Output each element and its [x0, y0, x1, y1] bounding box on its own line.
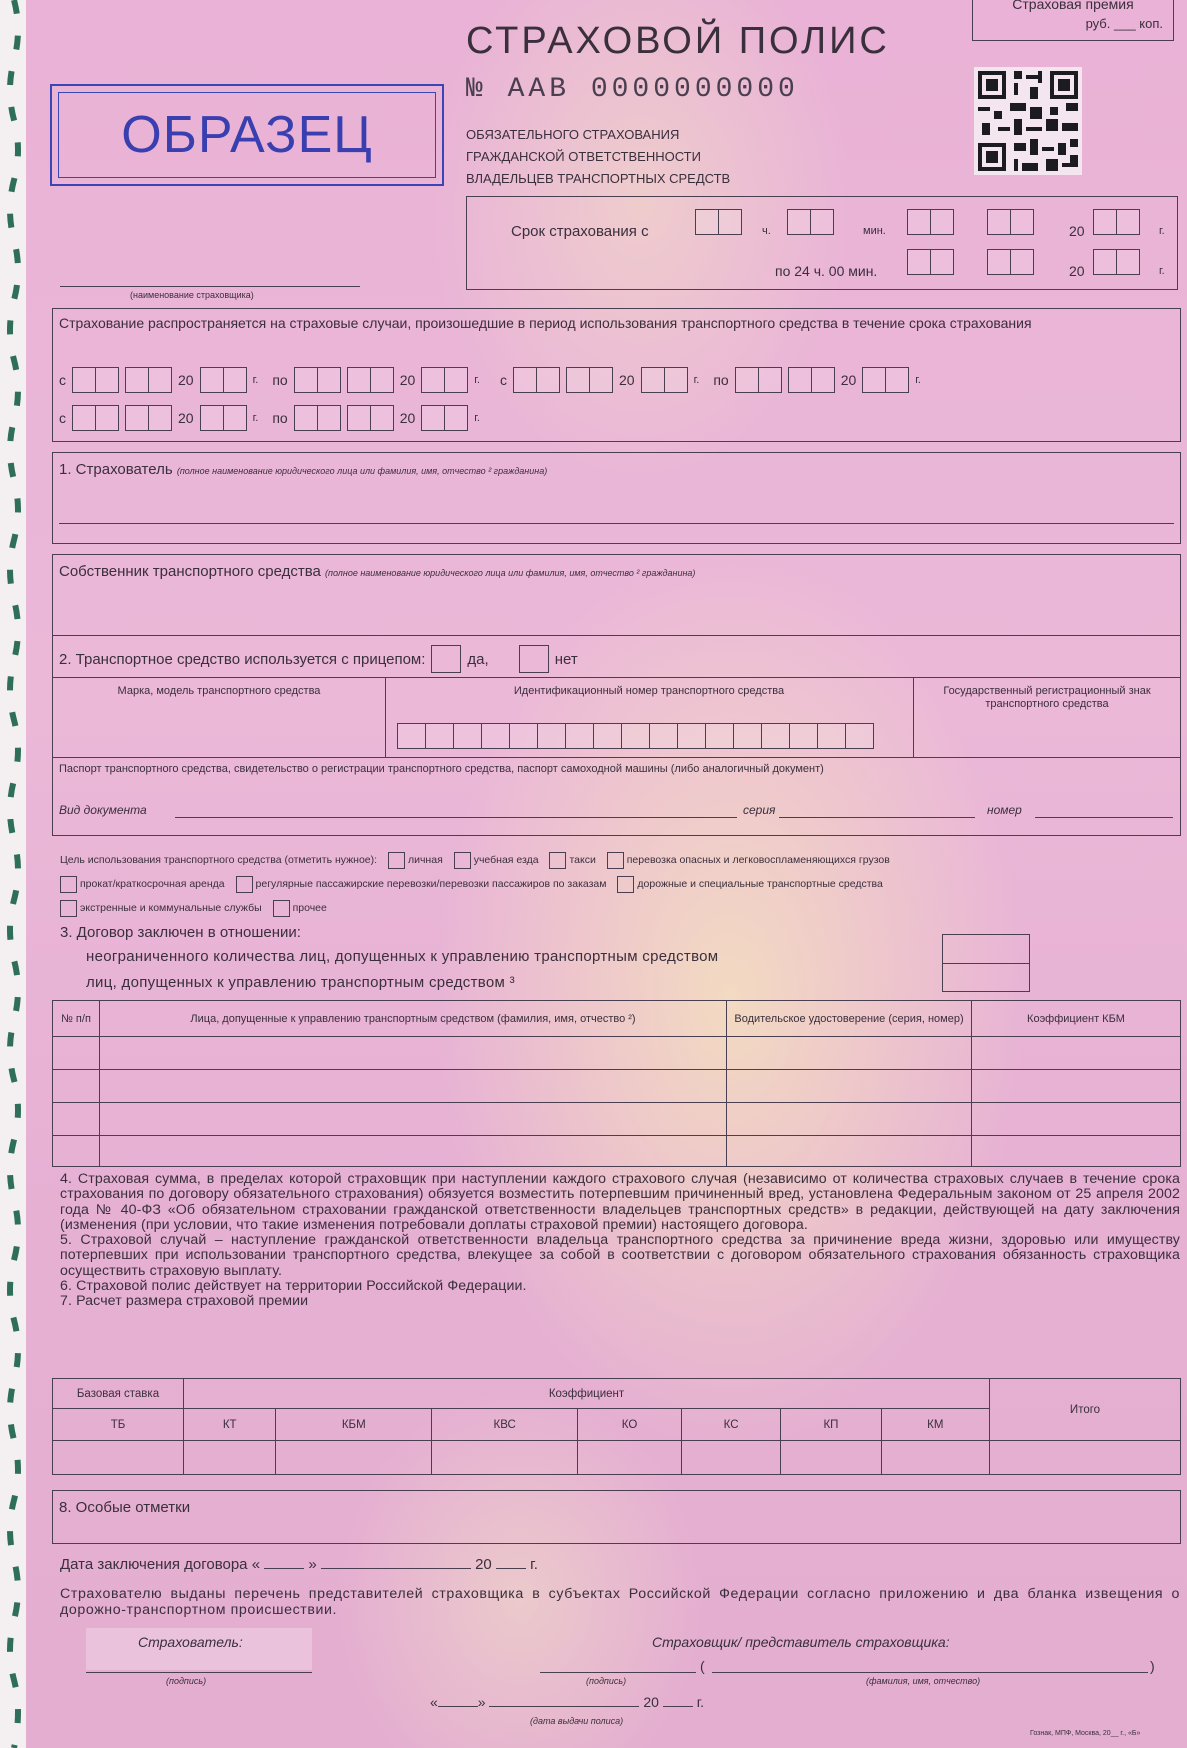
series-label: серия	[743, 803, 776, 817]
col-kvs: КВС	[432, 1409, 578, 1441]
table-row[interactable]	[53, 1070, 1181, 1103]
vin-cell[interactable]	[566, 723, 594, 749]
usage-from-day-2[interactable]	[513, 367, 560, 393]
drivers-table	[52, 1000, 1181, 1167]
purpose-checkbox-road[interactable]	[617, 876, 634, 893]
year-prefix: 20	[1069, 263, 1085, 279]
vin-cell[interactable]	[706, 723, 734, 749]
usage-to-day-3[interactable]	[294, 405, 341, 431]
paren-close: )	[1150, 1658, 1155, 1674]
series-input[interactable]	[779, 817, 975, 818]
trailer-no-label: нет	[554, 650, 578, 668]
usage-from-month-1[interactable]	[125, 367, 172, 393]
issue-month-input[interactable]	[489, 1706, 639, 1707]
purpose-checkbox-personal[interactable]	[388, 852, 405, 869]
contract-date-row	[60, 1556, 538, 1573]
insurer-name-caption: (фамилия, имя, отчество)	[866, 1676, 981, 1686]
vin-cell[interactable]	[594, 723, 622, 749]
premium-table	[52, 1378, 1181, 1475]
owner-vehicle-box	[52, 554, 1181, 836]
clause-4: 4. Страховая сумма, в пределах которой страховщик при наступлении каждого страхового случая (независимо от количества страховых случаев в течение срока страхования по договору обязательного страхования) обязуется возместить потерпевшим причиненный вред, установлена Федеральным законом от 25 апреля 2002 года № 40-ФЗ «Об обязательном страховании гражданской ответственности владельцев транспортных средств» в редакции, действующей на дату заключения (изменения (при условии, что такие изменения потребовали доплаты страховой премии) настоящего договора.	[60, 1171, 1180, 1233]
issue-year-prefix: 20	[643, 1694, 659, 1710]
insured-signature-label: Страхователь:	[138, 1634, 243, 1650]
date-year-prefix: 20	[475, 1556, 492, 1573]
col-km: КМ	[881, 1409, 989, 1441]
purpose-personal-label: личная	[407, 854, 443, 866]
vin-cell[interactable]	[482, 723, 510, 749]
insurer-signature-caption: (подпись)	[586, 1676, 627, 1686]
period-from-hours[interactable]	[695, 209, 742, 240]
vin-cell[interactable]	[510, 723, 538, 749]
vin-cell[interactable]	[538, 723, 566, 749]
owner-label: Собственник транспортного средства	[59, 563, 321, 580]
printer-mark: Гознак, МПФ, Москва, 20__ г., «Б»	[1030, 1730, 1141, 1737]
period-to-month[interactable]	[987, 249, 1034, 280]
doc-type-label: Вид документа	[59, 803, 147, 817]
usage-from-year-2[interactable]	[641, 367, 688, 393]
sample-stamp: ОБРАЗЕЦ	[50, 84, 444, 186]
trailer-yes-label: да,	[467, 650, 489, 668]
usage-from-month-2[interactable]	[566, 367, 613, 393]
contract-label: 3. Договор заключен в отношении:	[60, 924, 301, 941]
insurer-name-input[interactable]	[712, 1672, 1148, 1673]
usage-to-month-2[interactable]	[788, 367, 835, 393]
usage-to-year-2[interactable]	[862, 367, 909, 393]
th-license: Водительское удостоверение (серия, номер)	[727, 1001, 972, 1037]
minutes-label: мин.	[863, 225, 886, 237]
purpose-emergency-label: экстренные и коммунальные службы	[80, 902, 262, 914]
purpose-section	[60, 848, 1175, 920]
col-ks: КС	[681, 1409, 781, 1441]
table-row[interactable]	[53, 1103, 1181, 1136]
usage-period-box	[52, 308, 1181, 442]
purpose-checkbox-emergency[interactable]	[60, 900, 77, 917]
date-mid: »	[308, 1556, 317, 1573]
year-prefix: 20	[1069, 223, 1085, 239]
clause-5: 5. Страховой случай – наступление гражданской ответственности владельца транспортного средства за причинение вреда жизни, здоровью или имуществу потерпевших при использовании транспортного средства, влекущее за собой в соответствии с договором обязательного страхования обязанность страховщика осуществить страховую выплату.	[60, 1232, 1180, 1279]
usage-period-row-1: с 20 г. по 20 г. с 20 г. по 20 г.	[59, 367, 1169, 393]
contract-limited-box[interactable]	[943, 964, 1029, 991]
vin-cell[interactable]	[454, 723, 482, 749]
usage-from-day-3[interactable]	[72, 405, 119, 431]
premium-box: Страховая премия руб. ___ коп.	[972, 0, 1174, 41]
issued-text: Страхователю выданы перечень представителей страховщика в субъектах Российской Федерации согласно приложению и два бланка извещения о дорожно-транспортном происшествии.	[60, 1586, 1180, 1618]
th-name: Лица, допущенные к управлению транспортным средством (фамилия, имя, отчество ²)	[100, 1001, 727, 1037]
date-year-suffix: г.	[530, 1556, 538, 1573]
usage-to-year-3[interactable]	[421, 405, 468, 431]
perforated-edge	[0, 0, 26, 1748]
vin-cell[interactable]	[846, 723, 874, 749]
usage-to-month-3[interactable]	[347, 405, 394, 431]
th-coefficient: Коэффициент	[184, 1379, 990, 1409]
doc-type-input[interactable]	[175, 817, 737, 818]
purpose-checkbox-other[interactable]	[273, 900, 290, 917]
vin-cell[interactable]	[790, 723, 818, 749]
number-input[interactable]	[1035, 817, 1173, 818]
insurer-caption: (наименование страховщика)	[130, 290, 254, 300]
purpose-checkbox-training[interactable]	[454, 852, 471, 869]
purpose-label: Цель использования транспортного средства (отметить нужное):	[60, 854, 378, 866]
year-suffix: г.	[1159, 265, 1165, 277]
policy-title: СТРАХОВОЙ ПОЛИС	[466, 20, 890, 62]
purpose-rental-label: прокат/краткосрочная аренда	[80, 878, 225, 890]
usage-from-year-3[interactable]	[200, 405, 247, 431]
col-kbm: КБМ	[276, 1409, 432, 1441]
vin-cell[interactable]	[678, 723, 706, 749]
date-label: Дата заключения договора «	[60, 1556, 261, 1573]
date-year-input[interactable]	[496, 1568, 526, 1569]
contract-option-unlimited: неограниченного количества лиц, допущенных к управлению транспортным средством	[86, 948, 719, 965]
trailer-no-checkbox[interactable]	[519, 645, 549, 673]
date-month-input[interactable]	[321, 1568, 471, 1569]
special-marks-label: 8. Особые отметки	[59, 1499, 191, 1516]
col-ko: КО	[578, 1409, 682, 1441]
period-to-year[interactable]	[1093, 249, 1140, 280]
contract-option-limited: лиц, допущенных к управлению транспортным средством ³	[86, 974, 515, 991]
period-to-label: по 24 ч. 00 мин.	[775, 263, 878, 279]
usage-to-year-1[interactable]	[421, 367, 468, 393]
usage-to-day-1[interactable]	[294, 367, 341, 393]
purpose-passenger-label: регулярные пассажирские перевозки/перевозки пассажиров по заказам	[255, 878, 607, 890]
policy-number: № ААВ 0000000000	[466, 74, 799, 105]
number-label: номер	[987, 803, 1022, 817]
owner-note: (полное наименование юридического лица или фамилия, имя, отчество ² гражданина)	[325, 568, 696, 578]
usage-to-month-1[interactable]	[347, 367, 394, 393]
contract-unlimited-box[interactable]	[943, 935, 1029, 964]
issue-year-input[interactable]	[663, 1706, 693, 1707]
th-total: Итого	[990, 1379, 1181, 1441]
usage-period-row-2: с 20 г. по 20 г.	[59, 405, 480, 431]
insurer-name-line	[60, 286, 360, 287]
period-to-day[interactable]	[907, 249, 954, 280]
paren-open: (	[700, 1658, 705, 1674]
col-vin: Идентификационный номер транспортного средства	[513, 685, 785, 697]
issue-year-suffix: г.	[696, 1694, 705, 1710]
usage-to-day-2[interactable]	[735, 367, 782, 393]
insurer-signature-label: Страховщик/ представитель страховщика:	[652, 1634, 950, 1650]
insurance-period-box	[466, 196, 1178, 290]
trailer-yes-checkbox[interactable]	[431, 645, 461, 673]
vin-cell[interactable]	[734, 723, 762, 749]
insured-note: (полное наименование юридического лица или фамилия, имя, отчество ² гражданина)	[176, 466, 548, 476]
usage-from-year-1[interactable]	[200, 367, 247, 393]
contract-option-boxes	[942, 934, 1030, 992]
clauses	[60, 1172, 1180, 1310]
usage-period-text: Страхование распространяется на страховые случаи, произошедшие в период использования транспортного средства в течение срока страхования	[59, 315, 1032, 331]
period-from-month[interactable]	[987, 209, 1034, 240]
insured-signature-caption: (подпись)	[166, 1676, 207, 1686]
trailer-label: 2. Транспортное средство используется с прицепом:	[59, 650, 426, 668]
issue-date-row: « » 20 г.	[430, 1694, 705, 1710]
col-kt: КТ	[184, 1409, 276, 1441]
col-tb: ТБ	[53, 1409, 184, 1441]
year-suffix: г.	[1159, 225, 1165, 237]
insured-signature-line	[86, 1672, 312, 1673]
purpose-checkbox-taxi[interactable]	[549, 852, 566, 869]
th-num: № п/п	[53, 1001, 100, 1037]
usage-from-month-3[interactable]	[125, 405, 172, 431]
purpose-road-label: дорожные и специальные транспортные средства	[637, 878, 883, 890]
vin-cell[interactable]	[818, 723, 846, 749]
vin-cells[interactable]	[397, 723, 874, 749]
th-kbm: Коэффициент КБМ	[972, 1001, 1181, 1037]
qr-code	[974, 66, 1082, 176]
period-from-year[interactable]	[1093, 209, 1140, 240]
clause-6: 6. Страховой полис действует на территории Российской Федерации.	[60, 1278, 527, 1295]
col-kp: КП	[781, 1409, 881, 1441]
col-make: Марка, модель транспортного средства	[117, 685, 321, 697]
vin-cell[interactable]	[762, 723, 790, 749]
purpose-taxi-label: такси	[569, 854, 596, 866]
issue-day-input[interactable]	[438, 1706, 478, 1707]
insured-label: 1. Страхователь	[59, 461, 173, 478]
hours-label: ч.	[762, 225, 771, 237]
table-row[interactable]	[53, 1037, 1181, 1070]
vin-cell[interactable]	[397, 723, 426, 749]
purpose-checkbox-dangerous[interactable]	[607, 852, 624, 869]
vin-cell[interactable]	[622, 723, 650, 749]
col-plate: Государственный регистрационный знак транспортного средства	[943, 685, 1151, 710]
insured-box	[52, 452, 1181, 544]
date-day-input[interactable]	[264, 1568, 304, 1569]
insured-input-line[interactable]	[59, 523, 1174, 524]
passport-text: Паспорт транспортного средства, свидетельство о регистрации транспортного средства, паспорт самоходной машины (либо аналогичный документ)	[59, 763, 824, 775]
purpose-training-label: учебная езда	[473, 854, 539, 866]
purpose-dangerous-label: перевозка опасных и легковоспламеняющихся грузов	[626, 854, 890, 866]
vin-cell[interactable]	[426, 723, 454, 749]
purpose-other-label: прочее	[292, 902, 327, 914]
vin-cell[interactable]	[650, 723, 678, 749]
insurer-signature-input[interactable]	[540, 1672, 696, 1673]
issue-date-caption: (дата выдачи полиса)	[530, 1716, 624, 1726]
special-marks-box[interactable]	[52, 1490, 1181, 1544]
purpose-checkbox-rental[interactable]	[60, 876, 77, 893]
period-from-label: Срок страхования с	[511, 223, 649, 240]
table-row[interactable]	[53, 1136, 1181, 1167]
policy-subtitle: ОБЯЗАТЕЛЬНОГО СТРАХОВАНИЯ ГРАЖДАНСКОЙ ОТВЕТСТВЕННОСТИ ВЛАДЕЛЬЦЕВ ТРАНСПОРТНЫХ СРЕДСТВ	[466, 127, 731, 186]
table-row[interactable]	[53, 1441, 1181, 1475]
usage-from-day-1[interactable]	[72, 367, 119, 393]
period-from-day[interactable]	[907, 209, 954, 240]
purpose-checkbox-passenger[interactable]	[236, 876, 253, 893]
clause-7: 7. Расчет размера страховой премии	[60, 1293, 309, 1310]
th-base-rate: Базовая ставка	[53, 1379, 184, 1409]
period-from-minutes[interactable]	[787, 209, 834, 240]
